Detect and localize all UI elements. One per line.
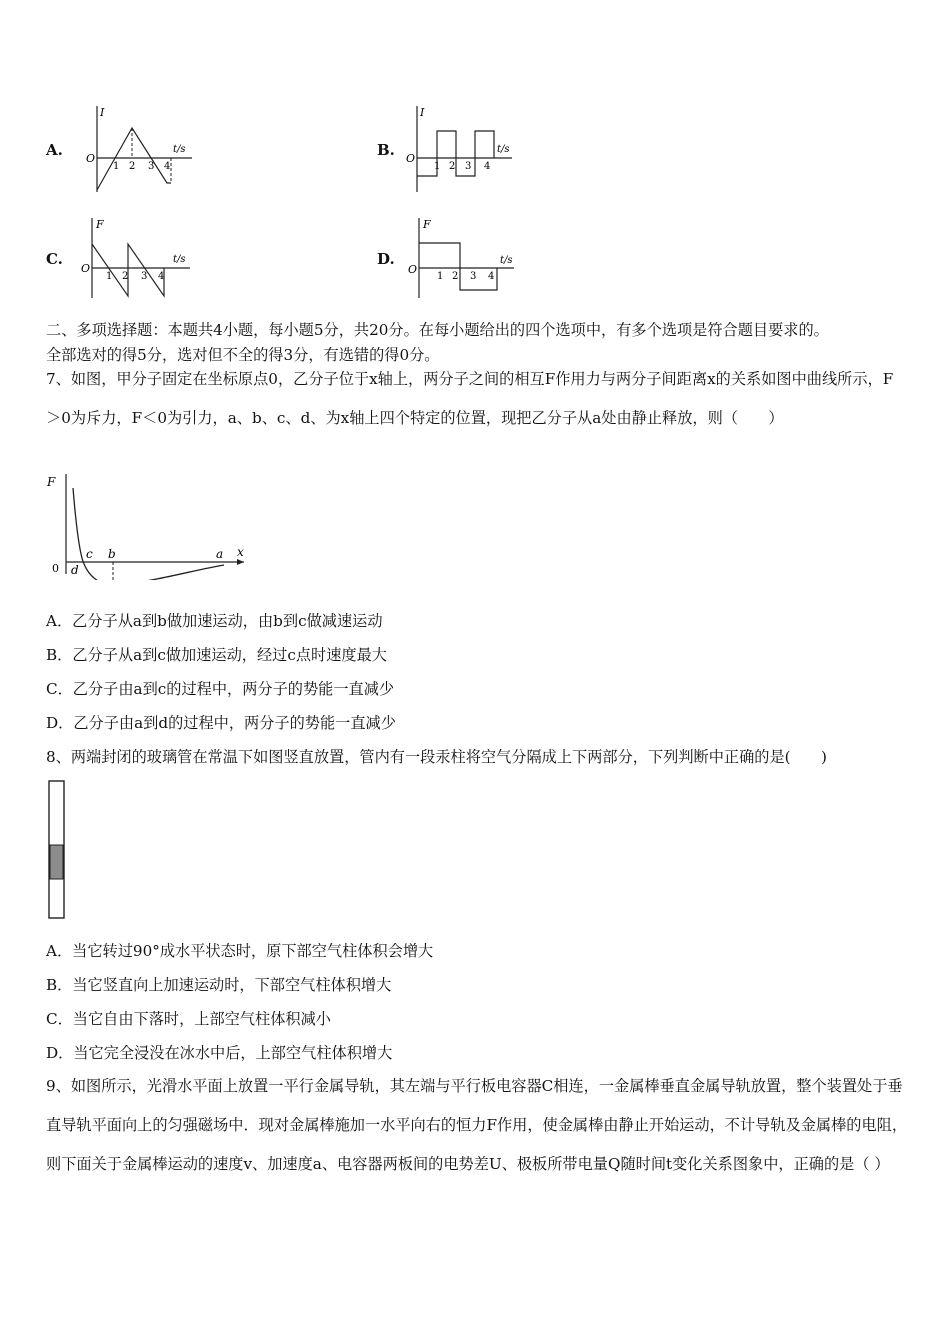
x-axis-arrow (237, 559, 244, 565)
force-waveform (419, 243, 497, 290)
tick-label: 3 (148, 161, 155, 172)
x-label: t/s (497, 144, 510, 155)
point-c-label: c (86, 547, 93, 561)
y-label: I (420, 106, 425, 119)
section-header-line-1: 二、多项选择题：本题共4小题，每小题5分，共20分。在每小题给出的四个选项中，有多个选项是符合题目要求的。 (46, 321, 829, 339)
tick-label: 2 (129, 161, 136, 172)
point-b-label: b (108, 547, 116, 561)
y-label: I (100, 106, 105, 119)
question-8-option-b: B．当它竖直向上加速运动时，下部空气柱体积增大 (46, 976, 392, 994)
origin-label: 0 (52, 562, 59, 575)
y-label: F (47, 475, 56, 489)
question-7-option-a: A．乙分子从a到b做加速运动，由b到c做减速运动 (46, 612, 383, 630)
force-curve (114, 565, 224, 580)
option-b-letter: B. (377, 141, 395, 159)
tick-label: 1 (113, 161, 120, 172)
tick-label: 4 (164, 161, 171, 172)
force-distance-graph (44, 470, 254, 580)
tick-label: 1 (437, 271, 444, 282)
force-curve (73, 488, 114, 580)
x-label: x (237, 545, 244, 559)
tick-label: 1 (106, 271, 113, 282)
question-8-stem: 8、两端封闭的玻璃管在常温下如图竖直放置，管内有一段汞柱将空气分隔成上下两部分，下列判断中正确的是( ) (46, 748, 827, 766)
origin-label: O (86, 152, 96, 165)
tick-label: 4 (488, 271, 495, 282)
tick-label: 3 (465, 161, 472, 172)
origin-label: O (406, 152, 416, 165)
tick-label: 4 (484, 161, 491, 172)
graph-option-b (402, 104, 527, 196)
y-label: F (96, 218, 104, 231)
point-a-label: a (216, 547, 224, 561)
tick-label: 4 (158, 271, 165, 282)
glass-tube-figure (46, 779, 68, 921)
tick-label: 3 (470, 271, 477, 282)
graph-option-d (404, 216, 529, 302)
current-waveform (97, 128, 171, 190)
origin-label: O (81, 262, 91, 275)
tick-label: 2 (452, 271, 459, 282)
question-8-option-d: D．当它完全浸没在冰水中后，上部空气柱体积增大 (46, 1044, 393, 1062)
question-9-stem: 9、如图所示，光滑水平面上放置一平行金属导轨，其左端与平行板电容器C相连，一金属棒垂直金属导轨放置，整个装置处于垂直导轨平面向上的匀强磁场中．现对金属棒施加一水平向右的恒力F作用，使金属棒由静止开始运动，不计导轨及金属棒的电阻，则下面关于金属棒运动的速度v、加速度a、电容器两板间的电势差U、极板所带电量Q随时间t变化关系图象中，正确的是（ ） (46, 1077, 908, 1173)
option-d-letter: D. (377, 250, 395, 268)
question-7-option-c: C．乙分子由a到c的过程中，两分子的势能一直减少 (46, 680, 395, 698)
graph-option-a (80, 104, 205, 196)
question-7-option-d: D．乙分子由a到d的过程中，两分子的势能一直减少 (46, 714, 396, 732)
tick-label: 3 (141, 271, 148, 282)
tick-label: 1 (434, 161, 441, 172)
graph-option-c (78, 216, 203, 302)
question-8-option-c: C．当它自由下落时，上部空气柱体积减小 (46, 1010, 331, 1028)
mercury-column (50, 845, 63, 879)
origin-label: O (408, 263, 418, 276)
x-label: t/s (500, 255, 513, 266)
point-d-label: d (71, 563, 79, 577)
option-a-letter: A. (46, 141, 63, 159)
x-label: t/s (173, 254, 186, 265)
x-label: t/s (173, 144, 186, 155)
question-8-option-a: A．当它转过90°成水平状态时，原下部空气柱体积会增大 (46, 942, 434, 960)
y-label: F (423, 218, 431, 231)
question-7-option-b: B．乙分子从a到c做加速运动，经过c点时速度最大 (46, 646, 387, 664)
tick-label: 2 (122, 271, 129, 282)
section-header-line-2: 全部选对的得5分，选对但不全的得3分，有选错的得0分。 (46, 346, 440, 364)
question-7-stem: 7、如图，甲分子固定在坐标原点0，乙分子位于x轴上，两分子之间的相互F作用力与两分子间距离x的关系如图中曲线所示，F＞0为斥力，F＜0为引力，a、b、c、d、为x轴上四个特定的位置，现把乙分子从a处由静止释放，则（ ） (46, 370, 894, 427)
tick-label: 2 (449, 161, 456, 172)
option-c-letter: C. (46, 250, 63, 268)
